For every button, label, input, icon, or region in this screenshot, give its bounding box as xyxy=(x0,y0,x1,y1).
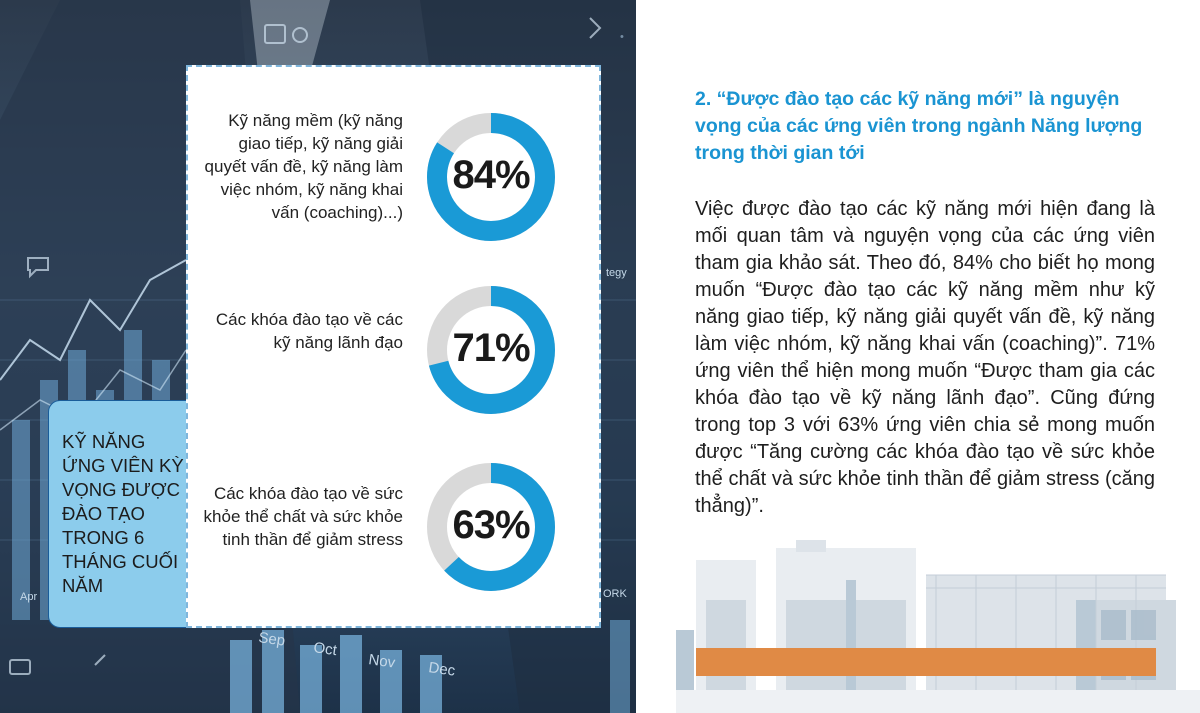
stats-card xyxy=(186,65,601,628)
item-label-health: Các khóa đào tạo về sức khỏe thể chất và sức khỏe tinh thần để giảm stress xyxy=(203,484,403,549)
tick-oct: Oct xyxy=(312,639,338,660)
tick-sep: Sep xyxy=(257,629,287,650)
industrial-plant-illustration xyxy=(676,540,1200,713)
item-label-leadership: Các khóa đào tạo về các kỹ năng lãnh đạo xyxy=(215,310,403,352)
category-label: KỸ NĂNG ỨNG VIÊN KỲ VỌNG ĐƯỢC ĐÀO TẠO TRONG 6 THÁNG CUỐI NĂM xyxy=(62,431,184,596)
fragment-ork: ORK xyxy=(603,588,627,600)
percent-leadership: 71% xyxy=(452,326,530,370)
percent-soft-skills: 84% xyxy=(452,153,530,197)
svg-text:•: • xyxy=(620,31,624,43)
fragment-apr: Apr xyxy=(20,591,38,603)
tick-dec: Dec xyxy=(427,659,457,680)
orange-bar xyxy=(696,648,1156,676)
tick-nov: Nov xyxy=(367,651,397,672)
fragment-tegy: tegy xyxy=(606,267,627,279)
section-body: Việc được đào tạo các kỹ năng mới hiện đang là mối quan tâm và nguyện vọng của các ứng viên tham gia khảo sát. Theo đó, 84% cho biết họ mong muốn “Được đào tạo các kỹ năng mềm như kỹ năng giao tiếp, kỹ năng giải quyết vấn đề, kỹ năng làm việc nhóm, kỹ năng khai vấn (coaching)”. 71% ứng viên thể hiện mong muốn “Được tham gia các khóa đào tạo về kỹ năng lãnh đạo”. Cũng đứng trong top 3 với 63% ứng viên chia sẻ mong muốn được “Tăng cường các khóa đào tạo về sức khỏe thể chất và sức khỏe tinh thần để giảm stress (căng thẳng)”. xyxy=(695,198,1155,517)
item-label-soft-skills: Kỹ năng mềm (kỹ năng giao tiếp, kỹ năng giải quyết vấn đề, kỹ năng làm việc nhóm, kỹ năng khai vấn (coaching)...) xyxy=(204,111,403,222)
percent-health: 63% xyxy=(452,503,530,547)
section-heading: 2. “Được đào tạo các kỹ năng mới” là nguyện vọng của các ứng viên trong ngành Năng lượng trong thời gian tới xyxy=(695,88,1143,164)
